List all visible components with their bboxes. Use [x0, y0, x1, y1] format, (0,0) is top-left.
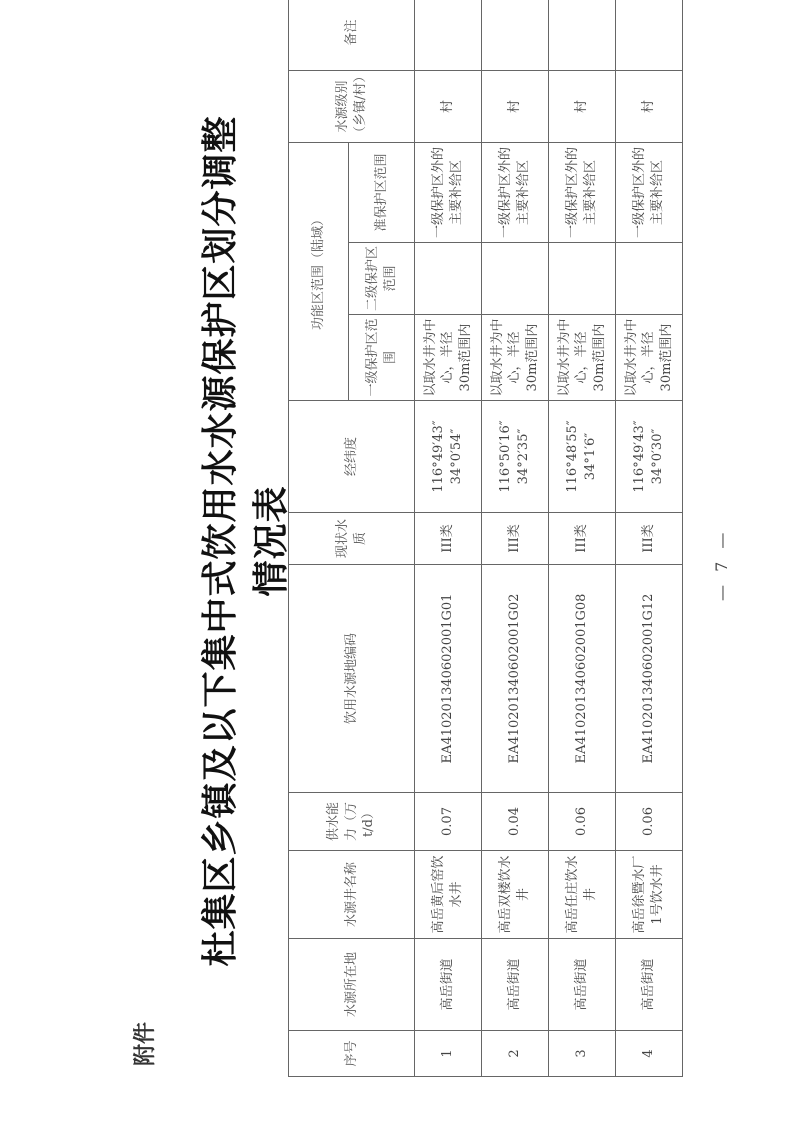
table-row: [616, 0, 683, 1077]
cell-well-name: 高岳徐暨水厂1号饮水井: [616, 851, 683, 939]
cell-coords: 116°48′55″ 34°1′6″: [549, 401, 616, 513]
cell-remarks: [616, 0, 683, 70]
cell-capacity: 0.04: [482, 793, 549, 851]
cell-capacity: 0.06: [549, 793, 616, 851]
page-number: — 7 —: [712, 528, 731, 601]
table-row: [482, 0, 549, 1077]
cell-well-name: 高岳黄后窑饮水井: [415, 851, 482, 939]
header-coords: 经纬度: [289, 401, 415, 513]
water-source-table: [288, 0, 683, 1077]
cell-zone-quasi: 一级保护区外的主要补给区: [616, 142, 683, 242]
header-remarks: 备注: [289, 0, 415, 70]
cell-code: EA410201340602001G02: [482, 565, 549, 793]
cell-coords: 116°49′43″ 34°0′54″: [415, 401, 482, 513]
header-level: 水源级别（乡镇/村）: [289, 70, 415, 142]
header-zone2: 二级保护区范围: [349, 243, 415, 315]
cell-zone2: [415, 243, 482, 315]
cell-remarks: [415, 0, 482, 70]
cell-zone2: [616, 243, 683, 315]
header-seq: 序号: [289, 1031, 415, 1077]
cell-quality: III类: [482, 513, 549, 565]
cell-zone1: 以取水井为中心，半径30m范围内: [415, 315, 482, 401]
cell-seq: 3: [549, 1031, 616, 1077]
cell-zone-quasi: 一级保护区外的主要补给区: [482, 142, 549, 242]
cell-level: 村: [549, 70, 616, 142]
cell-zone-quasi: 一级保护区外的主要补给区: [415, 142, 482, 242]
header-zone-quasi: 准保护区范围: [349, 142, 415, 242]
cell-seq: 1: [415, 1031, 482, 1077]
table-row: [415, 0, 482, 1077]
header-code: 饮用水源地编码: [289, 565, 415, 793]
attachment-label: 附件: [133, 1021, 158, 1066]
header-location: 水源所在地: [289, 939, 415, 1031]
cell-capacity: 0.07: [415, 793, 482, 851]
cell-code: EA410201340602001G08: [549, 565, 616, 793]
cell-location: 高岳街道: [549, 939, 616, 1031]
cell-zone1: 以取水井为中心，半径30m范围内: [549, 315, 616, 401]
cell-code: EA410201340602001G01: [415, 565, 482, 793]
cell-remarks: [482, 0, 549, 70]
cell-coords: 116°49′43″ 34°0′30″: [616, 401, 683, 513]
header-well-name: 水源井名称: [289, 851, 415, 939]
cell-coords: 116°50′16″ 34°2′35″: [482, 401, 549, 513]
cell-well-name: 高岳任庄饮水井: [549, 851, 616, 939]
cell-zone2: [482, 243, 549, 315]
cell-seq: 2: [482, 1031, 549, 1077]
cell-quality: III类: [549, 513, 616, 565]
cell-location: 高岳街道: [616, 939, 683, 1031]
cell-well-name: 高岳双楼饮水井: [482, 851, 549, 939]
cell-location: 高岳街道: [415, 939, 482, 1031]
header-functional-zone: 功能区范围（陆域）: [289, 142, 349, 400]
header-quality: 现状水质: [289, 513, 415, 565]
header-zone1: 一级保护区范围: [349, 315, 415, 401]
document-title: 杜集区乡镇及以下集中式饮用水水源保护区划分调整情况表: [199, 115, 292, 967]
table-header-row: [289, 0, 349, 1077]
cell-zone1: 以取水井为中心，半径30m范围内: [482, 315, 549, 401]
cell-location: 高岳街道: [482, 939, 549, 1031]
cell-zone1: 以取水井为中心，半径30m范围内: [616, 315, 683, 401]
cell-seq: 4: [616, 1031, 683, 1077]
cell-remarks: [549, 0, 616, 70]
cell-level: 村: [415, 70, 482, 142]
header-capacity: 供水能力（万t/d）: [289, 793, 415, 851]
cell-quality: III类: [616, 513, 683, 565]
cell-code: EA410201340602001G12: [616, 565, 683, 793]
cell-zone-quasi: 一级保护区外的主要补给区: [549, 142, 616, 242]
cell-capacity: 0.06: [616, 793, 683, 851]
cell-quality: III类: [415, 513, 482, 565]
cell-zone2: [549, 243, 616, 315]
table-row: [549, 0, 616, 1077]
cell-level: 村: [482, 70, 549, 142]
cell-level: 村: [616, 70, 683, 142]
